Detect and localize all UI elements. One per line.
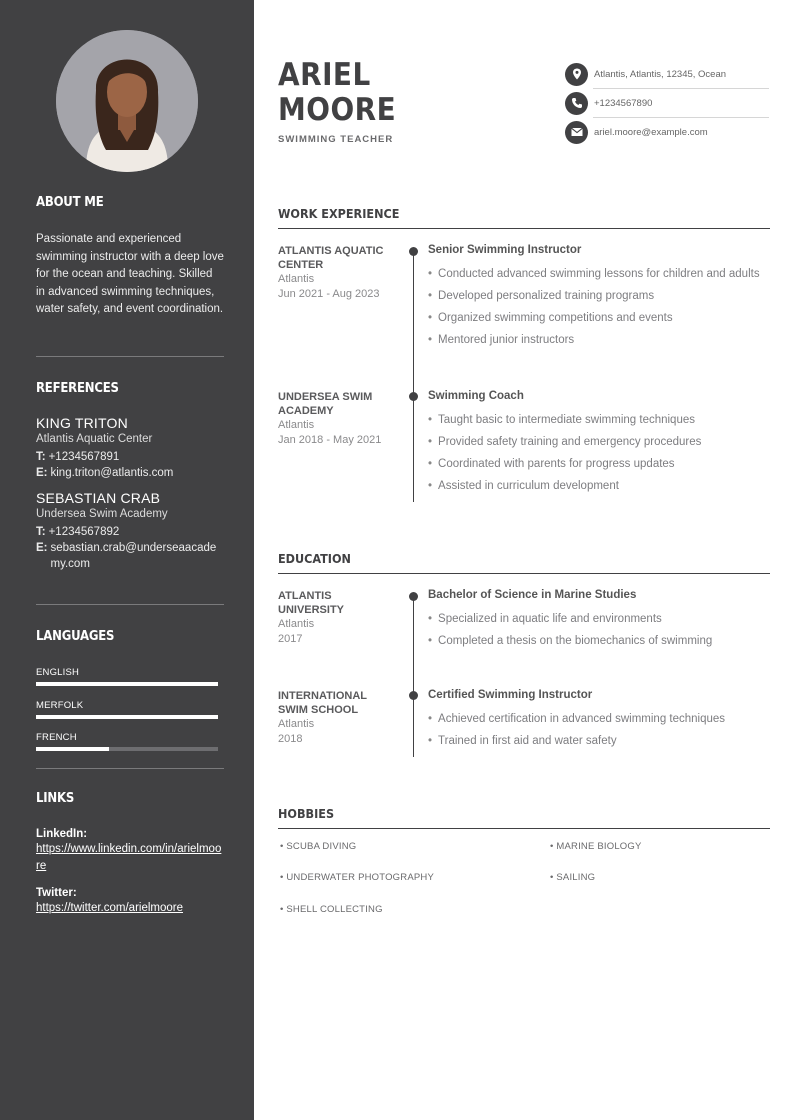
location: Atlantis (278, 618, 315, 630)
job-title: SWIMMING TEACHER (278, 134, 394, 145)
avatar-illustration (56, 30, 198, 172)
organization: ATLANTIS AQUATIC CENTER (278, 245, 384, 271)
reference-org: Atlantis Aquatic Center (36, 433, 153, 445)
experience-meta (278, 244, 393, 302)
location: Atlantis (278, 273, 315, 285)
timeline-line (413, 250, 414, 502)
full-name (278, 58, 396, 128)
divider (593, 117, 769, 118)
role-title: Senior Swimming Instructor (428, 244, 582, 256)
bullet-item: • Mentored junior instructors (428, 334, 575, 346)
bullet-item: • Assisted in curriculum development (428, 480, 619, 492)
dates: 2017 (278, 633, 303, 645)
hobby-item: • SCUBA DIVING (280, 841, 357, 852)
contact-phone-text: +1234567890 (594, 97, 653, 109)
language-level-bar (36, 747, 218, 751)
bullet-item: • Conducted advanced swimming lessons for children and adults (428, 268, 760, 280)
dates: Jan 2018 - May 2021 (278, 434, 382, 446)
link-item (36, 828, 224, 875)
languages-section (36, 629, 224, 751)
hobby-item: • MARINE BIOLOGY (550, 841, 642, 852)
twitter-link[interactable]: https://twitter.com/arielmoore (36, 902, 183, 914)
role-title: Swimming Coach (428, 390, 524, 402)
languages-heading: LANGUAGES (36, 629, 115, 644)
degree-title: Certified Swimming Instructor (428, 689, 593, 701)
sidebar (0, 0, 254, 1120)
language-name: MERFOLK (36, 700, 84, 711)
about-heading: ABOUT ME (36, 195, 104, 210)
degree-title: Bachelor of Science in Marine Studies (428, 589, 637, 601)
institution: ATLANTIS UNIVERSITY (278, 590, 345, 616)
language-level-bar (36, 715, 218, 719)
location-pin-icon (565, 63, 588, 86)
reference-email: E: sebastian.crab@underseaacademy.com (36, 542, 217, 570)
education-heading: EDUCATION (278, 551, 770, 574)
email-icon (565, 121, 588, 144)
bullet-item: • Specialized in aquatic life and environments (428, 613, 662, 625)
institution: INTERNATIONAL SWIM SCHOOL (278, 690, 367, 716)
reference-phone: T: +1234567892 (36, 526, 120, 538)
divider (36, 768, 224, 769)
organization: UNDERSEA SWIM ACADEMY (278, 391, 373, 417)
about-text: Passionate and experienced swimming instructor with a deep love for the ocean and teaching. Skilled in advanced swimming techniques, water safety, and event coordination. (36, 233, 224, 315)
contact-email (565, 120, 769, 144)
linkedin-label: LinkedIn: (36, 828, 88, 840)
divider (36, 356, 224, 357)
education-details (428, 689, 778, 747)
timeline-dot (409, 247, 418, 256)
hobby-item: • SAILING (550, 872, 596, 883)
location: Atlantis (278, 718, 315, 730)
contact-email-text[interactable]: ariel.moore@example.com (594, 126, 708, 138)
divider (593, 88, 769, 89)
contact-phone (565, 91, 769, 115)
reference-phone: T: +1234567891 (36, 451, 120, 463)
references-section (36, 381, 224, 572)
links-section (36, 791, 224, 917)
contact-location-text: Atlantis, Atlantis, 12345, Ocean (594, 68, 727, 80)
language-level-fill (36, 682, 218, 686)
twitter-label: Twitter: (36, 887, 77, 899)
experience-details (428, 244, 778, 346)
reference-email: E: king.triton@atlantis.com (36, 467, 174, 479)
bullet-item: • Trained in first aid and water safety (428, 735, 617, 747)
location: Atlantis (278, 419, 315, 431)
education-details (428, 589, 778, 647)
contact-location (565, 62, 769, 86)
experience-heading: WORK EXPERIENCE (278, 206, 770, 229)
timeline-dot (409, 592, 418, 601)
linkedin-link[interactable]: https://www.linkedin.com/in/arielmoore (36, 843, 222, 872)
language-level-fill (36, 747, 109, 751)
reference-item (36, 490, 224, 572)
language-level-bar (36, 682, 218, 686)
language-name: ENGLISH (36, 667, 80, 678)
bullet-item: • Taught basic to intermediate swimming techniques (428, 414, 695, 426)
language-item (36, 667, 224, 686)
links-heading: LINKS (36, 791, 75, 806)
hobby-item: • UNDERWATER PHOTOGRAPHY (280, 872, 434, 883)
reference-item (36, 415, 224, 481)
profile-photo (56, 30, 198, 172)
reference-name: SEBASTIAN CRAB (36, 490, 161, 506)
dates: 2018 (278, 733, 303, 745)
first-name: ARIEL (278, 57, 371, 93)
bullet-item: • Completed a thesis on the biomechanics of swimming (428, 635, 713, 647)
timeline-dot (409, 691, 418, 700)
reference-name: KING TRITON (36, 415, 128, 431)
bullet-item: • Coordinated with parents for progress updates (428, 458, 675, 470)
about-section (36, 195, 224, 319)
language-name: FRENCH (36, 732, 77, 743)
hobby-item: • SHELL COLLECTING (280, 904, 383, 915)
link-item (36, 887, 224, 917)
hobbies-heading: HOBBIES (278, 806, 770, 829)
phone-icon (565, 92, 588, 115)
experience-meta (278, 390, 393, 448)
divider (36, 604, 224, 605)
bullet-item: • Achieved certification in advanced swimming techniques (428, 713, 726, 725)
references-heading: REFERENCES (36, 381, 119, 396)
education-meta (278, 689, 393, 747)
timeline-dot (409, 392, 418, 401)
language-item (36, 700, 224, 719)
bullet-item: • Organized swimming competitions and events (428, 312, 673, 324)
experience-details (428, 390, 778, 492)
reference-org: Undersea Swim Academy (36, 508, 168, 520)
bullet-item: • Developed personalized training programs (428, 290, 655, 302)
language-level-fill (36, 715, 218, 719)
timeline-line (413, 595, 414, 757)
language-item (36, 732, 224, 751)
last-name: MOORE (278, 92, 397, 128)
education-meta (278, 589, 393, 647)
dates: Jun 2021 - Aug 2023 (278, 288, 380, 300)
bullet-item: • Provided safety training and emergency procedures (428, 436, 702, 448)
